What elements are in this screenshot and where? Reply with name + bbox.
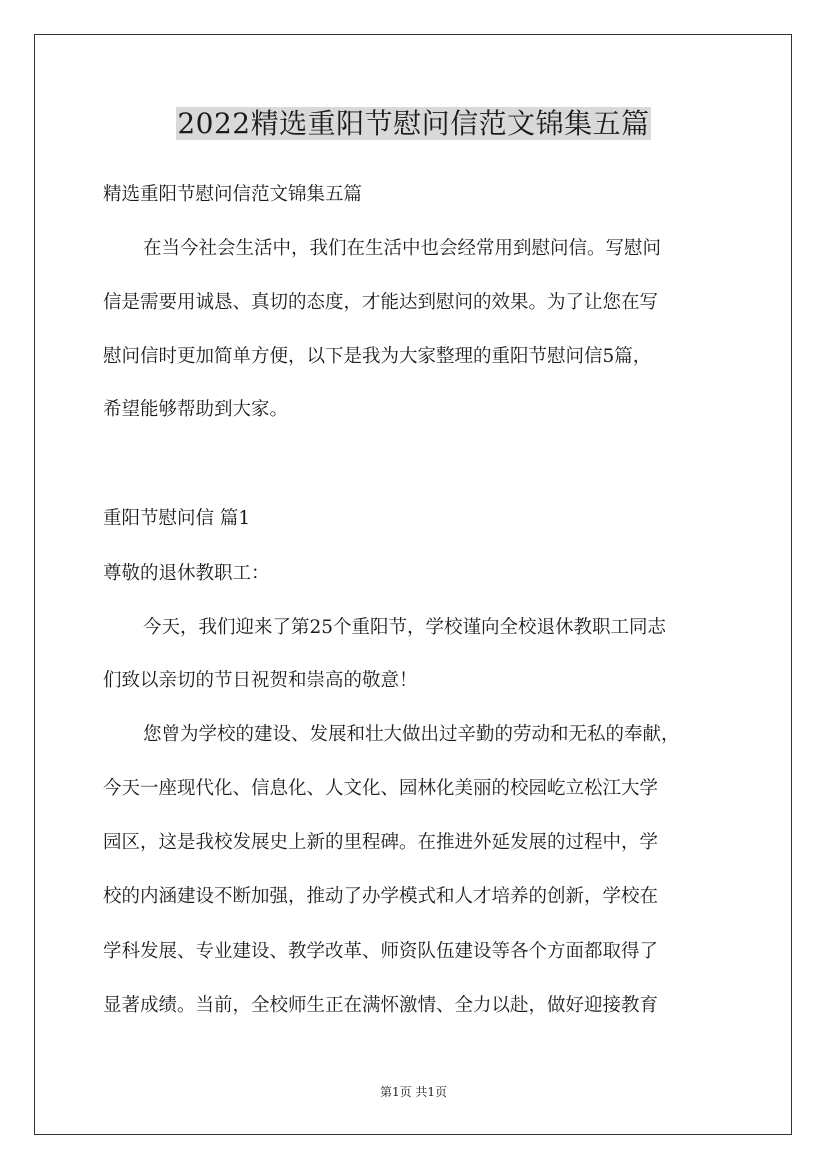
page-number: 第1页 共1页	[379, 1085, 448, 1099]
paragraph-line: 校的内涵建设不断加强，推动了办学模式和人才培养的创新，学校在	[103, 886, 659, 907]
paragraph-line-text: 您曾为学校的建设、发展和壮大做出过辛勤的劳动和无私的奉献，	[143, 724, 680, 745]
paragraph-line	[103, 237, 733, 261]
subtitle-line: 精选重阳节慰问信范文锦集五篇	[103, 184, 363, 205]
paragraph-line: 们致以亲切的节日祝贺和崇高的敬意！	[103, 670, 418, 691]
paragraph-line: 学科发展、专业建设、教学改革、师资队伍建设等各个方面都取得了	[103, 941, 659, 962]
paragraph-line-text: 在当今社会生活中，我们在生活中也会经常用到慰问信。写慰问	[143, 238, 662, 259]
paragraph-line-text: 今天，我们迎来了第25个重阳节，学校谨向全校退休教职工同志	[143, 617, 667, 638]
paragraph-line: 今天一座现代化、信息化、人文化、园林化美丽的校园屹立松江大学	[103, 778, 659, 799]
paragraph-line: 希望能够帮助到大家。	[103, 399, 289, 420]
paragraph-line: 显著成绩。当前，全校师生正在满怀激情、全力以赴，做好迎接教育	[103, 995, 659, 1016]
paragraph-line	[103, 616, 733, 640]
section-heading: 重阳节慰问信 篇1	[103, 508, 251, 529]
document-title	[0, 104, 827, 144]
paragraph-line: 慰问信时更加简单方便，以下是我为大家整理的重阳节慰问信5篇，	[103, 346, 652, 367]
document-title-text: 2022精选重阳节慰问信范文锦集五篇	[177, 107, 650, 140]
salutation: 尊敬的退休教职工：	[103, 563, 270, 584]
paragraph-line: 园区，这是我校发展史上新的里程碑。在推进外延发展的过程中，学	[103, 832, 659, 853]
paragraph-line: 信是需要用诚恳、真切的态度，才能达到慰问的效果。为了让您在写	[103, 292, 659, 313]
paragraph-line	[103, 723, 733, 747]
